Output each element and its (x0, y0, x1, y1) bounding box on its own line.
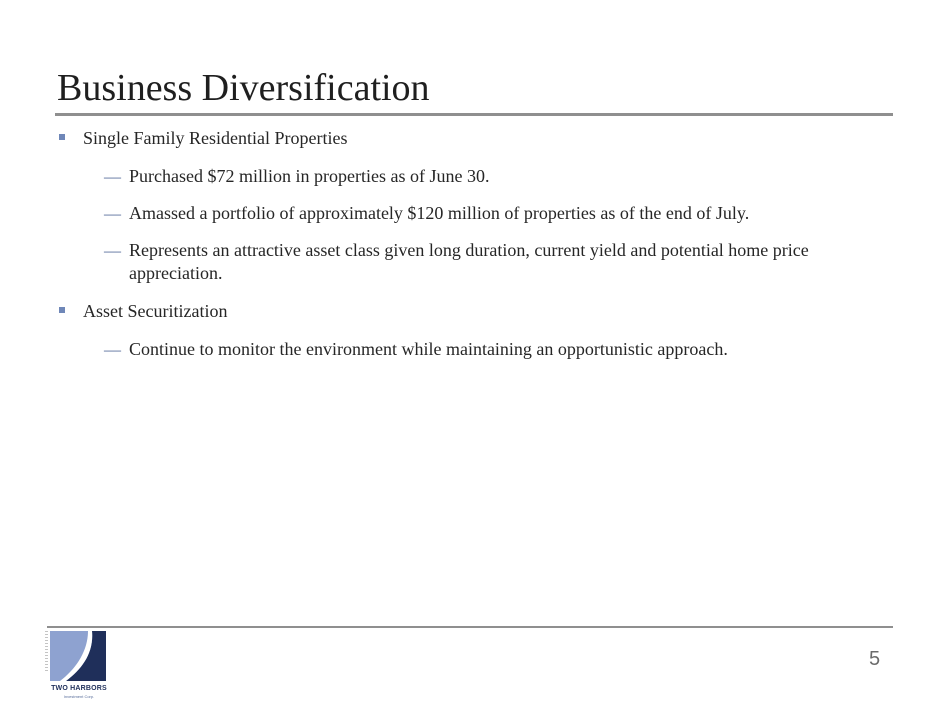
bullet-item (83, 300, 227, 322)
logo-tagline: Investment Corp. (63, 694, 95, 699)
sub-bullet-text: Represents an attractive asset class given long duration, current yield and potential home price appreciation. (129, 240, 809, 283)
sub-bullet-text: Amassed a portfolio of approximately $120 million of properties as of the end of July. (129, 203, 750, 223)
page-number: 5 (869, 648, 881, 670)
dash-bullet-icon: — (104, 340, 121, 359)
sub-bullet-item (104, 239, 859, 285)
logo-fine-print (45, 631, 48, 673)
bullet-item (83, 127, 347, 149)
sub-bullet-item (104, 338, 859, 361)
dash-bullet-icon: — (104, 167, 121, 186)
slide-title: Business Diversification (57, 67, 430, 109)
sub-bullet-text: Continue to monitor the environment while maintaining an opportunistic approach. (129, 339, 728, 359)
square-bullet-icon (59, 307, 65, 313)
footer-divider (47, 626, 893, 628)
dash-bullet-icon: — (104, 241, 121, 260)
sub-bullet-item (104, 202, 859, 225)
company-logo (48, 629, 110, 701)
logo-wordmark: TWO HARBORS (51, 685, 107, 692)
square-bullet-icon (59, 134, 65, 140)
two-harbors-logo-icon (48, 629, 110, 683)
bullet-text: Single Family Residential Properties (83, 128, 348, 148)
sub-bullet-text: Purchased $72 million in properties as of June 30. (129, 166, 490, 186)
title-divider (55, 113, 893, 116)
sub-bullet-item (104, 165, 859, 188)
bullet-text: Asset Securitization (83, 301, 228, 321)
dash-bullet-icon: — (104, 204, 121, 223)
